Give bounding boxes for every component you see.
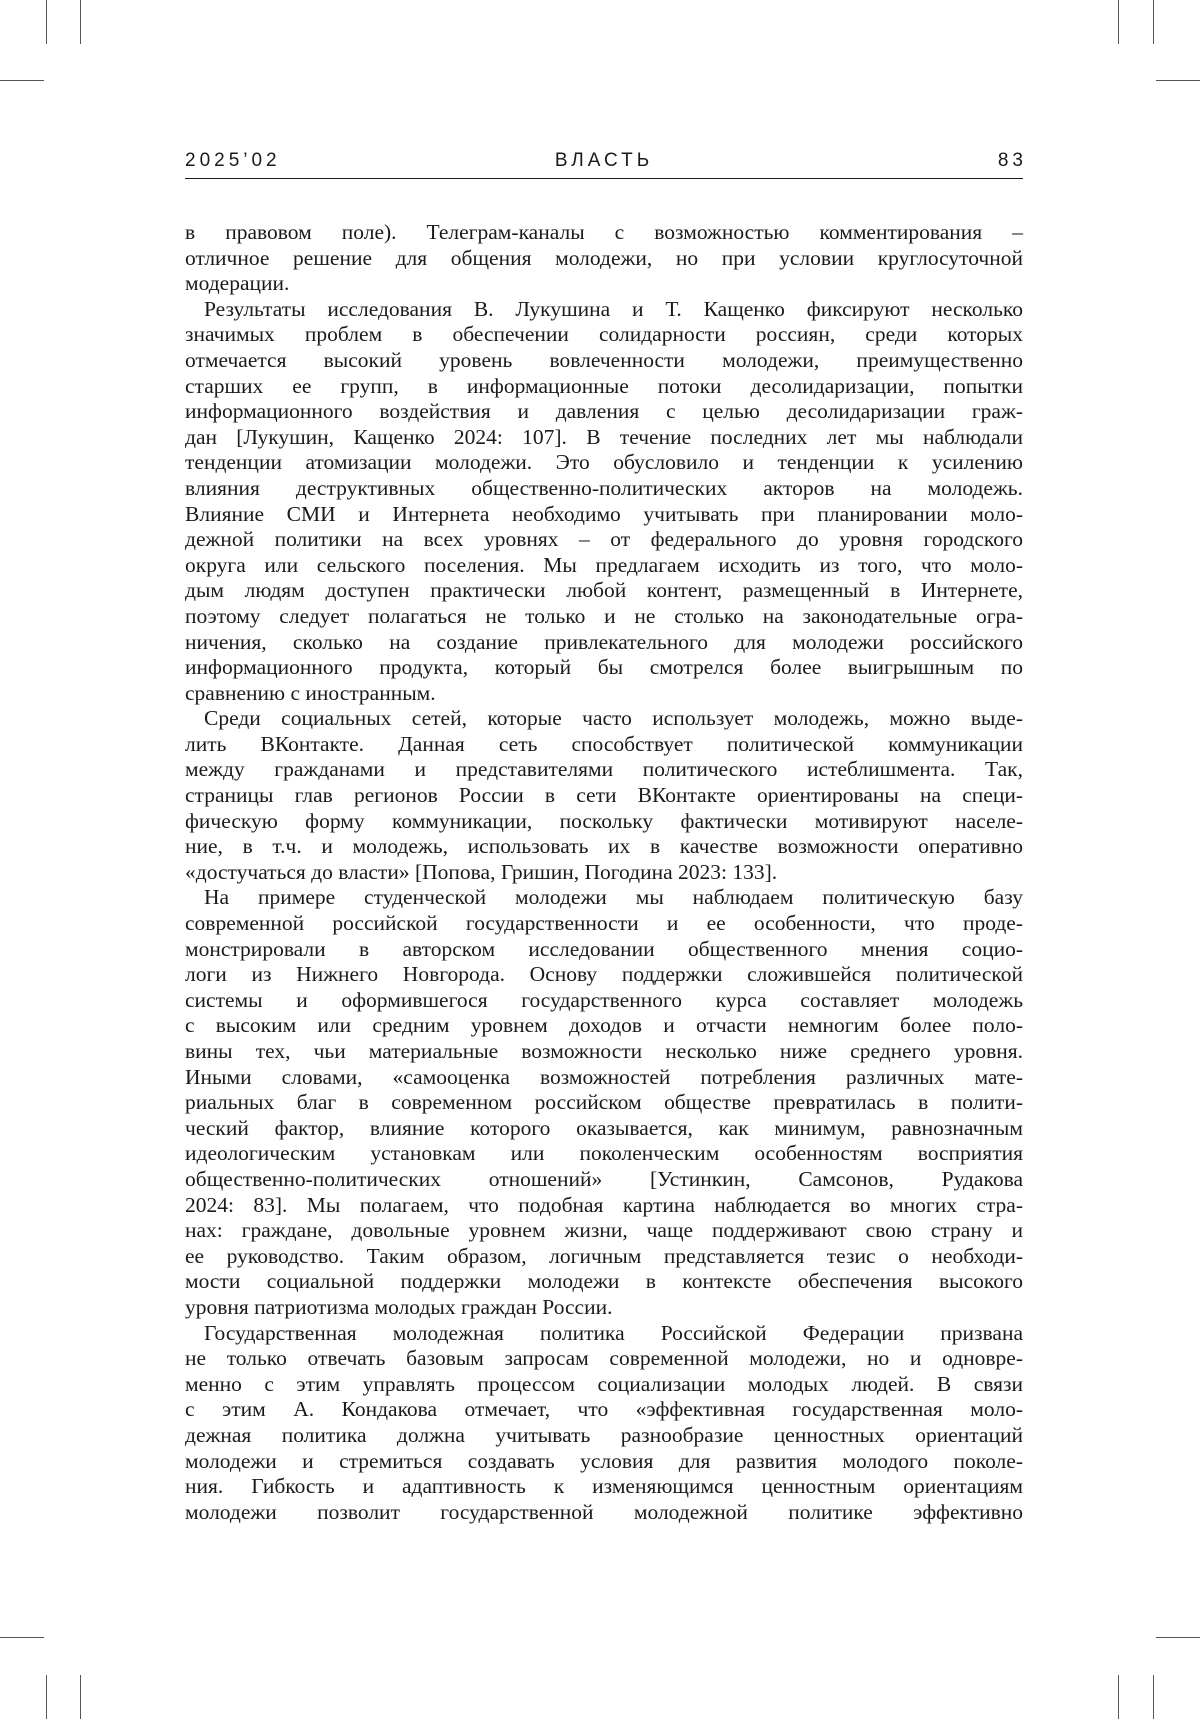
text-line: Результаты исследования В. Лукушина и Т. Кащенко фиксируют несколько bbox=[185, 297, 1023, 323]
text-line: дым людям доступен практически любой контент, размещенный в Интернете, bbox=[185, 578, 1023, 604]
text-line: идеологическим установкам или поколенческим особенностям восприятия bbox=[185, 1141, 1023, 1167]
issue-number: 2025’02 bbox=[185, 150, 281, 172]
text-line: вины тех, чьи материальные возможности несколько ниже среднего уровня. bbox=[185, 1039, 1023, 1065]
text-line: влияния деструктивных общественно-политических акторов на молодежь. bbox=[185, 476, 1023, 502]
crop-mark-bottom-right-vertical-inner bbox=[1118, 1675, 1119, 1719]
crop-mark-top-right-vertical-inner bbox=[1118, 0, 1119, 44]
text-line: общественно-политических отношений» [Устинкин, Самсонов, Рудакова bbox=[185, 1167, 1023, 1193]
text-line: между гражданами и представителями политического истеблишмента. Так, bbox=[185, 757, 1023, 783]
text-line: старших ее групп, в информационные потоки десолидаризации, попытки bbox=[185, 374, 1023, 400]
text-line: сравнению с иностранным. bbox=[185, 681, 1023, 707]
text-line: ничения, сколько на создание привлекательного для молодежи российского bbox=[185, 630, 1023, 656]
text-line: информационного воздействия и давления с целью десолидаризации граж- bbox=[185, 399, 1023, 425]
text-line: отмечается высокий уровень вовлеченности молодежи, преимущественно bbox=[185, 348, 1023, 374]
page-number: 83 bbox=[998, 150, 1027, 172]
text-line: Иными словами, «самооценка возможностей потребления различных мате- bbox=[185, 1065, 1023, 1091]
crop-mark-bottom-right-horizontal bbox=[1156, 1637, 1200, 1638]
text-line: 2024: 83]. Мы полагаем, что подобная картина наблюдается во многих стра- bbox=[185, 1193, 1023, 1219]
text-line: отличное решение для общения молодежи, но при условии круглосуточной bbox=[185, 246, 1023, 272]
journal-title: ВЛАСТЬ bbox=[185, 150, 1023, 172]
header-rule bbox=[185, 178, 1023, 179]
text-line: ние, в т.ч. и молодежь, использовать их в качестве возможности оперативно bbox=[185, 834, 1023, 860]
text-line: менно с этим управлять процессом социализации молодых людей. В связи bbox=[185, 1372, 1023, 1398]
text-line: в правовом поле). Телеграм-каналы с возможностью комментирования – bbox=[185, 220, 1023, 246]
text-line: поэтому следует полагаться не только и не столько на законодательные огра- bbox=[185, 604, 1023, 630]
text-line: Среди социальных сетей, которые часто использует молодежь, можно выде- bbox=[185, 706, 1023, 732]
crop-mark-bottom-left-vertical-inner bbox=[80, 1675, 81, 1719]
text-line: молодежи позволит государственной молодежной политике эффективно bbox=[185, 1500, 1023, 1526]
text-line: монстрировали в авторском исследовании общественного мнения социо- bbox=[185, 937, 1023, 963]
text-line: с высоким или средним уровнем доходов и отчасти немногим более поло- bbox=[185, 1013, 1023, 1039]
text-line: уровня патриотизма молодых граждан России. bbox=[185, 1295, 1023, 1321]
crop-mark-top-left-vertical bbox=[46, 0, 47, 44]
crop-mark-bottom-left-vertical bbox=[46, 1675, 47, 1719]
crop-mark-top-right-horizontal bbox=[1156, 80, 1200, 81]
text-line: ее руководство. Таким образом, логичным представляется тезис о необходи- bbox=[185, 1244, 1023, 1270]
text-line: модерации. bbox=[185, 271, 1023, 297]
text-line: мости социальной поддержки молодежи в контексте обеспечения высокого bbox=[185, 1269, 1023, 1295]
text-line: округа или сельского поселения. Мы предлагаем исходить из того, что моло- bbox=[185, 553, 1023, 579]
text-line: лить ВКонтакте. Данная сеть способствует политической коммуникации bbox=[185, 732, 1023, 758]
text-line: не только отвечать базовым запросам современной молодежи, но и одновре- bbox=[185, 1346, 1023, 1372]
text-line: информационного продукта, который бы смотрелся более выигрышным по bbox=[185, 655, 1023, 681]
text-line: страницы глав регионов России в сети ВКонтакте ориентированы на специ- bbox=[185, 783, 1023, 809]
text-line: тенденции атомизации молодежи. Это обусловило и тенденции к усилению bbox=[185, 450, 1023, 476]
text-line: системы и оформившегося государственного курса составляет молодежь bbox=[185, 988, 1023, 1014]
crop-mark-top-right-vertical bbox=[1153, 0, 1154, 44]
text-line: нах: граждане, довольные уровнем жизни, чаще поддерживают свою страну и bbox=[185, 1218, 1023, 1244]
text-line: значимых проблем в обеспечении солидарности россиян, среди которых bbox=[185, 322, 1023, 348]
crop-mark-top-left-vertical-inner bbox=[80, 0, 81, 44]
text-line: логи из Нижнего Новгорода. Основу поддержки сложившейся политической bbox=[185, 962, 1023, 988]
crop-mark-bottom-right-vertical bbox=[1153, 1675, 1154, 1719]
body-text bbox=[185, 220, 1023, 1525]
running-header bbox=[185, 150, 1023, 178]
crop-mark-bottom-left-horizontal bbox=[0, 1637, 44, 1638]
text-line: дежная политика должна учитывать разнообразие ценностных ориентаций bbox=[185, 1423, 1023, 1449]
text-line: риальных благ в современном российском обществе превратилась в полити- bbox=[185, 1090, 1023, 1116]
text-line: Государственная молодежная политика Российской Федерации призвана bbox=[185, 1321, 1023, 1347]
text-line: современной российской государственности и ее особенности, что проде- bbox=[185, 911, 1023, 937]
text-line: «достучаться до власти» [Попова, Гришин, Погодина 2023: 133]. bbox=[185, 860, 1023, 886]
text-line: ческий фактор, влияние которого оказывается, как минимум, равнозначным bbox=[185, 1116, 1023, 1142]
text-line: дежной политики на всех уровнях – от федерального до уровня городского bbox=[185, 527, 1023, 553]
text-line: ния. Гибкость и адаптивность к изменяющимся ценностным ориентациям bbox=[185, 1474, 1023, 1500]
text-line: дан [Лукушин, Кащенко 2024: 107]. В течение последних лет мы наблюдали bbox=[185, 425, 1023, 451]
crop-mark-top-left-horizontal bbox=[0, 80, 44, 81]
text-line: фическую форму коммуникации, поскольку фактически мотивируют населе- bbox=[185, 809, 1023, 835]
text-line: На примере студенческой молодежи мы наблюдаем политическую базу bbox=[185, 885, 1023, 911]
text-line: с этим А. Кондакова отмечает, что «эффективная государственная моло- bbox=[185, 1397, 1023, 1423]
text-line: молодежи и стремиться создавать условия для развития молодого поколе- bbox=[185, 1449, 1023, 1475]
text-line: Влияние СМИ и Интернета необходимо учитывать при планировании моло- bbox=[185, 502, 1023, 528]
